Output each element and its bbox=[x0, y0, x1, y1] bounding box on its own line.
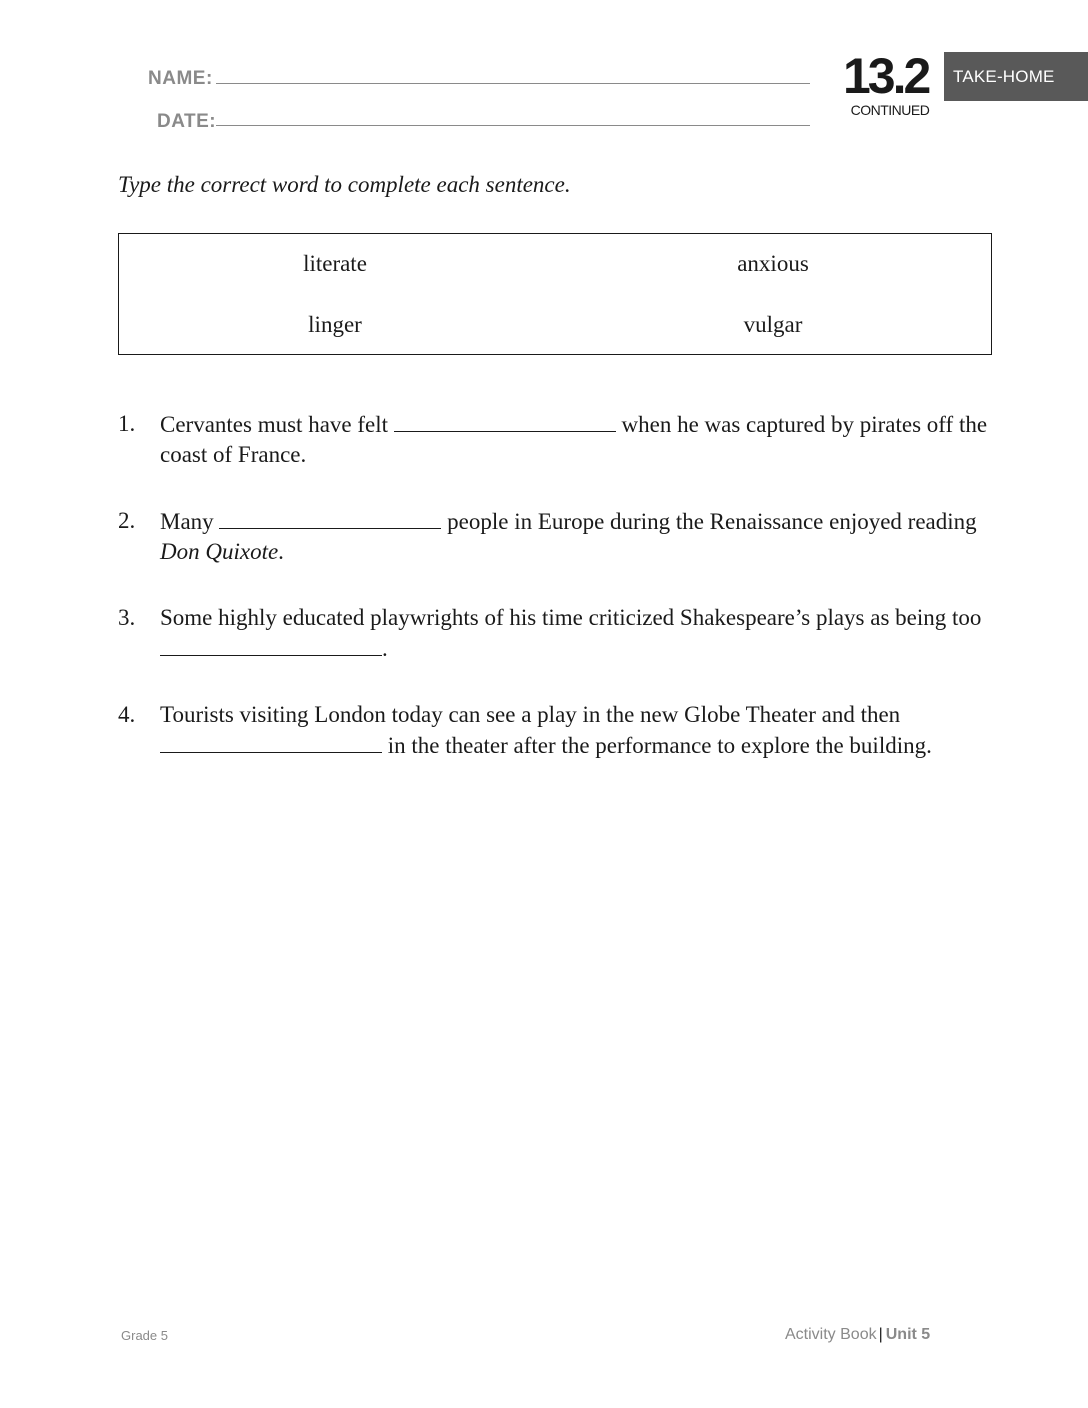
answer-blank-3[interactable] bbox=[160, 633, 382, 656]
question-text: in the theater after the performance to explore the building. bbox=[382, 733, 932, 758]
question-text: Many bbox=[160, 509, 220, 534]
answer-blank-4[interactable] bbox=[160, 730, 382, 753]
lesson-number: 13.2 bbox=[843, 48, 929, 104]
footer-book bbox=[785, 1326, 930, 1344]
footer-unit: Unit 5 bbox=[885, 1326, 931, 1343]
date-label: DATE: bbox=[157, 111, 217, 132]
question-number: 4. bbox=[118, 702, 136, 727]
word-bank-item: literate bbox=[303, 251, 367, 276]
name-label: NAME: bbox=[148, 68, 213, 89]
question-text: people in Europe during the Renaissance enjoyed reading bbox=[441, 509, 977, 534]
take-home-tag: TAKE-HOME bbox=[944, 52, 1088, 101]
question-4 bbox=[118, 700, 998, 761]
question-text: Tourists visiting London today can see a play in the new Globe Theater and then bbox=[160, 702, 901, 727]
question-text: Some highly educated playwrights of his time criticized Shakespeare’s plays as being too bbox=[160, 605, 982, 630]
question-1 bbox=[118, 409, 998, 470]
question-number: 2. bbox=[118, 508, 136, 533]
question-text: . bbox=[382, 636, 388, 661]
name-field[interactable] bbox=[216, 83, 810, 84]
book-title: Don Quixote bbox=[160, 539, 279, 564]
continued-label: CONTINUED bbox=[850, 102, 930, 118]
instructions: Type the correct word to complete each sentence. bbox=[118, 172, 571, 197]
answer-blank-2[interactable] bbox=[219, 506, 441, 529]
question-number: 3. bbox=[118, 605, 136, 630]
word-bank bbox=[118, 233, 992, 355]
footer-separator: | bbox=[878, 1326, 883, 1343]
date-field[interactable] bbox=[216, 125, 810, 126]
question-text: Cervantes must have felt bbox=[160, 412, 394, 437]
answer-blank-1[interactable] bbox=[394, 409, 616, 432]
word-bank-item: anxious bbox=[737, 251, 809, 276]
word-bank-item: vulgar bbox=[743, 312, 803, 337]
question-number: 1. bbox=[118, 411, 136, 436]
footer-grade: Grade 5 bbox=[121, 1328, 168, 1343]
word-bank-item: linger bbox=[308, 312, 362, 337]
question-text: when he was captured by pirates off the coast of France. bbox=[160, 412, 988, 467]
question-text: . bbox=[278, 539, 284, 564]
question-3 bbox=[118, 603, 998, 664]
footer-book-title: Activity Book bbox=[785, 1326, 877, 1343]
question-2 bbox=[118, 506, 998, 567]
